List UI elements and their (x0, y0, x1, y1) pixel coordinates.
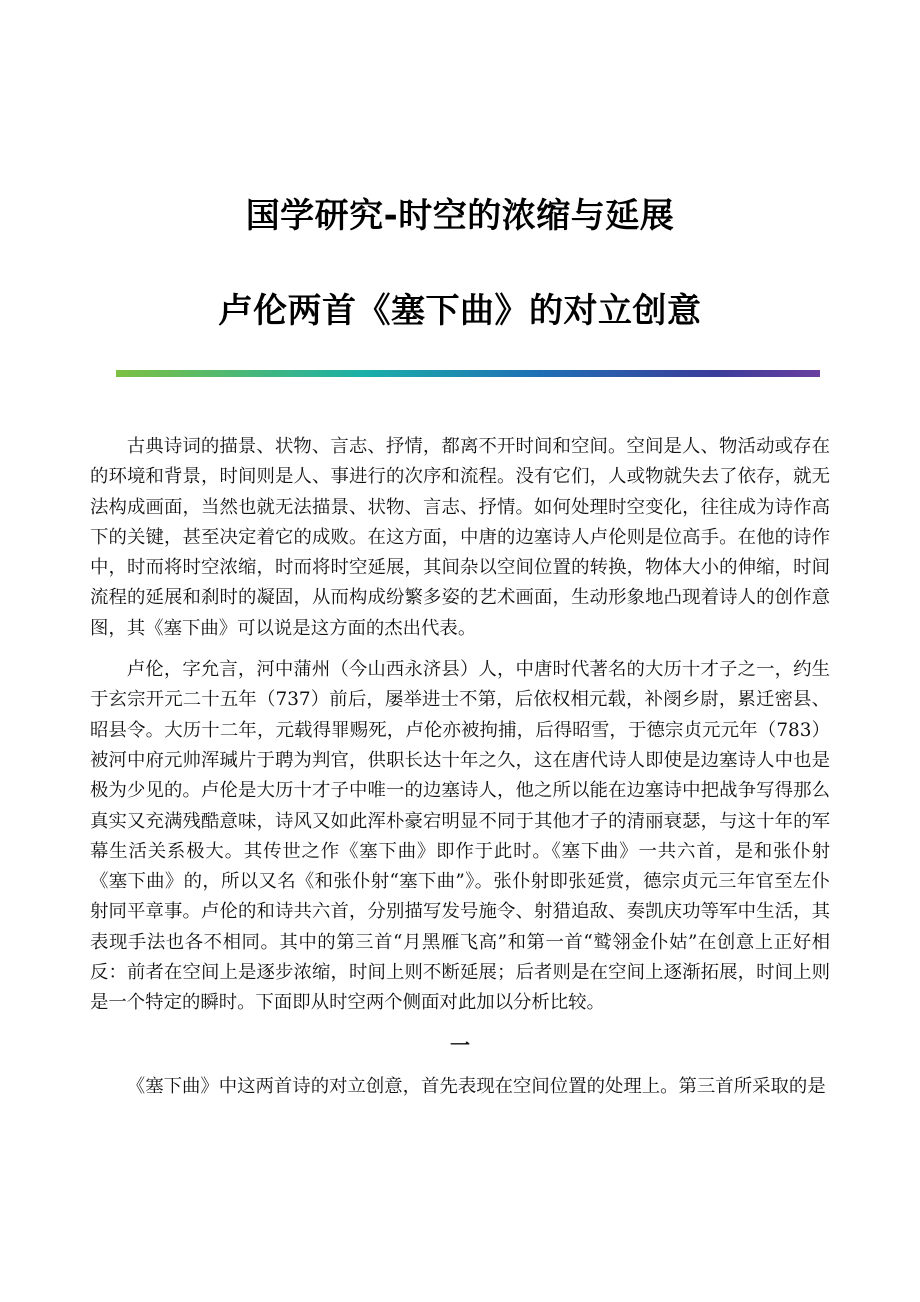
title-divider (116, 370, 820, 377)
section-number: 一 (450, 1032, 470, 1057)
body-paragraph-biography: 卢伦，字允言，河中蒲州（今山西永济县）人，中唐时代著名的大历十才子之一，约生于玄宗开元二十五年（737）前后，屡举进士不第，后依权相元载，补阌乡尉，累迁密县、昭县令。大历十二年，元载得罪赐死，卢伦亦被拘捕，后得昭雪，于德宗贞元元年（783）被河中府元帅浑瑊片于聘为判官，供职长达十年之久，这在唐代诗人即使是边塞诗人中也是极为少见的。卢伦是大历十才子中唯一的边塞诗人，他之所以能在边塞诗中把战争写得那么真实又充满残酷意味，诗风又如此浑朴豪宕明显不同于其他才子的清丽衰瑟，与这十年的军幕生活关系极大。其传世之作《塞下曲》即作于此时。《塞下曲》一共六首，是和张仆射《塞下曲》的，所以又名《和张仆射“塞下曲”》。张仆射即张延赏，德宗贞元三年官至左仆射同平章事。卢伦的和诗共六首，分别描写发号施令、射猎追敌、奏凯庆功等军中生活，其表现手法也各不相同。其中的第三首“月黑雁飞高”和第一首“鹫翎金仆姑”在创意上正好相反：前者在空间上是逐步浓缩，时间上则不断延展；后者则是在空间上逐渐拓展，时间上则是一个特定的瞬时。下面即从时空两个侧面对此加以分析比较。 (90, 659, 830, 1014)
document-title: 国学研究-时空的浓缩与延展 (245, 196, 675, 236)
document-body (90, 432, 830, 1113)
document-subtitle: 卢伦两首《塞下曲》的对立创意 (218, 291, 702, 331)
body-paragraph-intro: 古典诗词的描景、状物、言志、抒情，都离不开时间和空间。空间是人、物活动或存在的环境和背景，时间则是人、事进行的次序和流程。没有它们，人或物就失去了依存，就无法构成画面，当然也就无法描景、状物、言志、抒情。如何处理时空变化，往往成为诗作高下的关键，甚至决定着它的成败。在这方面，中唐的边塞诗人卢伦则是位高手。在他的诗作中，时而将时空浓缩，时而将时空延展，其间杂以空间位置的转换，物体大小的伸缩，时间流程的延展和刹时的凝固，从而构成纷繁多姿的艺术画面，生动形象地凸现着诗人的创作意图，其《塞下曲》可以说是这方面的杰出代表。 (90, 436, 830, 639)
body-paragraph-section-one: 《塞下曲》中这两首诗的对立创意，首先表现在空间位置的处理上。第三首所采取的是 (126, 1075, 826, 1097)
